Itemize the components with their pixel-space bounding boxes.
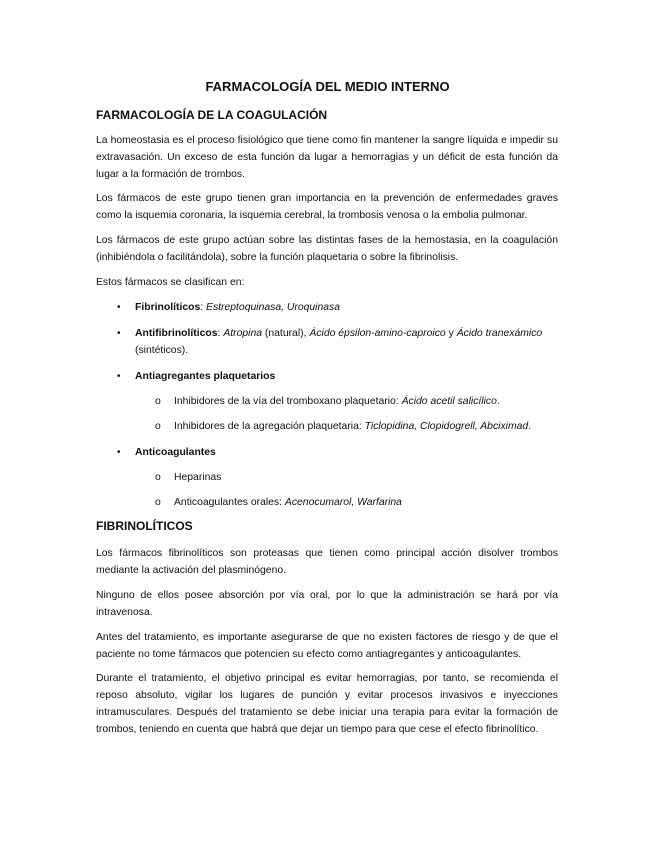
sub-item-end: . <box>496 396 500 407</box>
item-drugs: Estreptoquinasa, Uroquinasa <box>206 302 341 313</box>
sub-bullet-icon: o <box>155 421 161 432</box>
sub-item-text: Heparinas <box>174 472 222 483</box>
item-drug-tranexamico: Ácido tranexámico <box>456 328 543 339</box>
sub-item-text: Anticoagulantes orales: <box>174 497 285 508</box>
bullet-icon: • <box>117 302 121 313</box>
paragraph-durante-tratamiento: Durante el tratamiento, el objetivo principal es evitar hemorragias, por tanto, se recomienda el reposo absoluto, vigilar los lugares de punción y evitar procesos invasivos e inyecciones intramusculares. Después del tratamiento se debe iniciar una terapia para evitar la formación de trombos, teniendo en cuenta que habrá que dejar un tiempo para que cese el efecto fibrinolítico. <box>96 673 558 735</box>
section-heading-coagulacion: FARMACOLOGÍA DE LA COAGULACIÓN <box>96 108 328 122</box>
paragraph-clasificacion: Estos fármacos se clasifican en: <box>96 277 245 288</box>
sub-item-text: Inhibidores de la vía del tromboxano plaquetario: <box>174 396 402 407</box>
item-conjunction: y <box>445 328 457 339</box>
item-separator: : <box>217 328 224 339</box>
sub-item-text: Inhibidores de la agregación plaquetaria: <box>174 421 365 432</box>
list-item-fibrinoliticos <box>96 299 566 316</box>
item-note-sinteticos: (sintéticos). <box>135 345 189 356</box>
sub-item-drugs: Ácido acetil salicílico <box>401 396 497 407</box>
paragraph-absorcion: Ninguno de ellos posee absorción por vía oral, por lo que la administración se hará por vía intravenosa. <box>96 590 558 618</box>
bullet-icon: • <box>117 447 121 458</box>
sub-item-agregacion <box>155 418 575 435</box>
item-label: Antifibrinolíticos <box>135 328 218 339</box>
sub-item-tromboxano <box>155 393 575 410</box>
sub-bullet-icon: o <box>155 497 161 508</box>
sub-bullet-icon: o <box>155 396 161 407</box>
paragraph-importancia: Los fármacos de este grupo tienen gran importancia en la prevención de enfermedades graves como la isquemia coronaria, la isquemia cerebral, la trombosis venosa o la embolia pulmonar. <box>96 193 558 221</box>
item-separator: : <box>200 302 207 313</box>
item-label: Anticoagulantes <box>135 447 216 458</box>
item-label: Antiagregantes plaquetarios <box>135 371 276 382</box>
sub-item-drugs: Acenocumarol, Warfarina <box>284 497 402 508</box>
sub-bullet-icon: o <box>155 472 161 483</box>
item-label: Fibrinolíticos <box>135 302 201 313</box>
item-drug-epsilon: Ácido épsilon-amino-caproico <box>309 328 446 339</box>
list-item-antiagregantes <box>96 368 566 385</box>
section-heading-fibrinoliticos: FIBRINOLÍTICOS <box>96 519 193 533</box>
bullet-icon: • <box>117 371 121 382</box>
bullet-icon: • <box>117 328 121 339</box>
list-item-antifibrinoliticos <box>96 325 566 359</box>
sub-item-orales <box>155 494 575 511</box>
sub-item-drugs: Ticlopidina, Clopidogrell, Abciximad <box>364 421 529 432</box>
paragraph-homeostasia: La homeostasia es el proceso fisiológico que tiene como fin mantener la sangre líquida e impedir su extravasación. Un exceso de esta función da lugar a hemorragias y un déficit de esta función da lugar a la formación de trombos. <box>96 135 558 180</box>
list-item-anticoagulantes <box>96 444 566 461</box>
item-note-natural: (natural), <box>262 328 310 339</box>
item-drug-atropina: Atropina <box>223 328 263 339</box>
paragraph-proteasas: Los fármacos fibrinolíticos son proteasas que tienen como principal acción disolver trombos mediante la activación del plasminógeno. <box>96 548 558 576</box>
document-title: FARMACOLOGÍA DEL MEDIO INTERNO <box>205 79 450 94</box>
paragraph-antes-tratamiento: Antes del tratamiento, es importante asegurarse de que no existen factores de riesgo y de que el paciente no tome fármacos que potencien su efecto como antiagregantes y anticoagulantes. <box>96 632 558 660</box>
paragraph-fases: Los fármacos de este grupo actúan sobre las distintas fases de la hemostasia, en la coagulación (inhibiéndola o facilitándola), sobre la función plaquetaria o sobre la fibrinolisis. <box>96 235 558 263</box>
sub-item-heparinas <box>155 469 575 486</box>
sub-item-end: . <box>528 421 532 432</box>
